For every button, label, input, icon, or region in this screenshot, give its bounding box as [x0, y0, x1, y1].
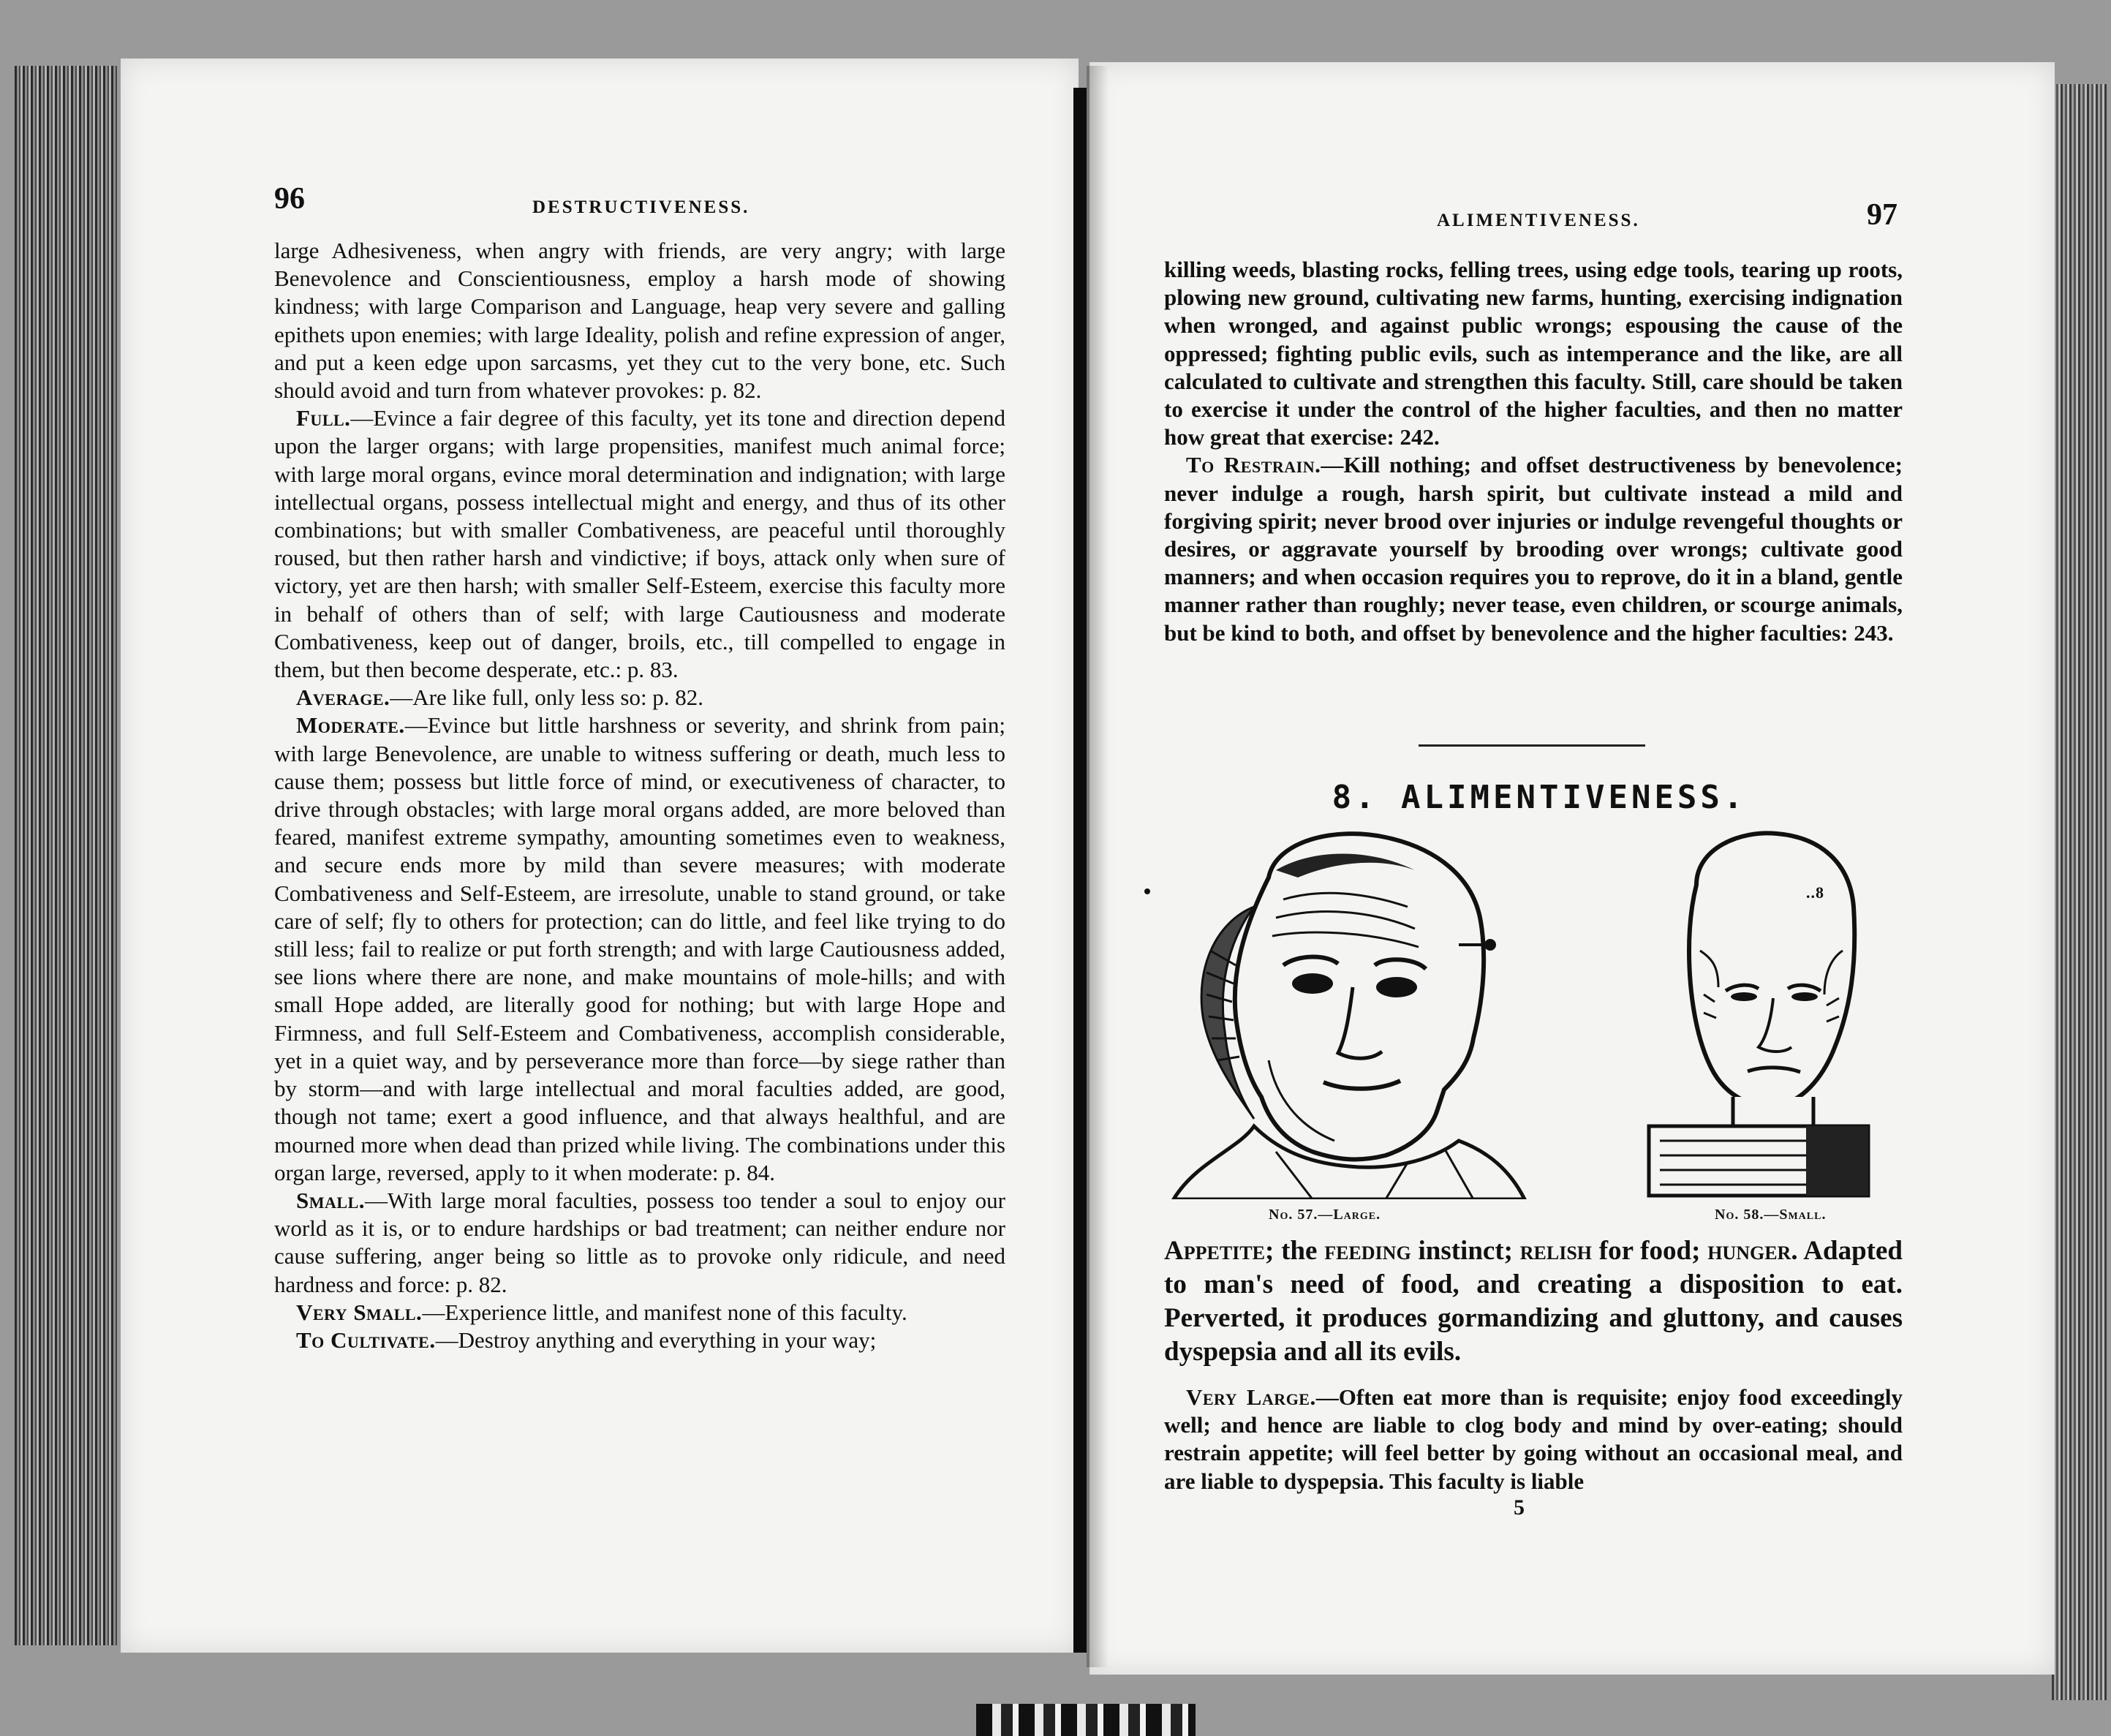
- definition-text: instinct;: [1411, 1236, 1520, 1266]
- paragraph-text: —With large moral faculties, possess too tender a soul to enjoy our world as it is, or to endure hardships or bad treatment; can neither endure nor cause suffering, anger being so little as to provoke only ridicule, and need hardness and force: p. 82.: [274, 1187, 1005, 1297]
- definition-term: Appetite: [1164, 1236, 1265, 1266]
- paragraph-text: large Adhesiveness, when angry with friends, are very angry; with large Benevolence and Conscientiousness, employ a harsh mode of showing kindness; with large Comparison and Language, heap very severe and galling epithets upon enemies; with large Ideality, polish and refine expression of anger, and put a keen edge upon sarcasms, yet they cut to the very bone, etc. Such should avoid and turn from whatever provokes: p. 82.: [274, 238, 1005, 404]
- paragraph-text: —Often eat more than is requisite; enjoy food exceedingly well; and hence are liable to clog body and mind by over-eating; should restrain appetite; will feel better by going without an occasional meal, and are liable to dyspepsia. This faculty is liable: [1164, 1384, 1903, 1494]
- paragraph-text: —Kill nothing; and offset destructiveness by benevolence; never indulge a rough, harsh spirit, but cultivate instead a mild and forgiving spirit; never brood over injuries or indulge revengeful thoughts or desires, or aggravate yourself by brooding over wrongs; cultivate good manners; and when occasion requires you to reprove, do it in a bland, gentle manner rather than roughly; never tease, even children, or scourge animals, but be kind to both, and offset by benevolence and the higher faculties: 243.: [1164, 452, 1903, 646]
- figure-large-head: [1166, 819, 1532, 1199]
- paragraph-lead: To Restrain.: [1186, 452, 1321, 478]
- definition-term: hunger: [1707, 1236, 1791, 1266]
- paragraph-lead: Full.: [296, 405, 351, 431]
- paragraph-lead: Average.: [296, 684, 390, 711]
- definition-text: for food;: [1592, 1236, 1708, 1266]
- alimentiveness-definition: [1164, 1234, 1903, 1369]
- right-page-number: 97: [1867, 198, 1897, 232]
- left-paragraph: [274, 1187, 1005, 1299]
- right-running-head: ALIMENTIVENESS.: [1437, 211, 1640, 230]
- section-title: 8. ALIMENTIVENESS.: [1332, 779, 1747, 816]
- paragraph-lead: Very Large.: [1186, 1384, 1316, 1410]
- spine-shadow: [1087, 66, 1109, 1667]
- left-paragraph: [274, 237, 1005, 404]
- paragraph-text: —Are like full, only less so: p. 82.: [390, 684, 704, 711]
- left-paragraph: [274, 1326, 1005, 1354]
- paragraph-text: —Evince a fair degree of this faculty, yet its tone and direction depend upon the larger organs; with large propensities, manifest much animal force; with large moral organs, evince moral determination and indignation; with large intellectual organs, possess intellectual might and energy, and thus of its other combinations; but with smaller Combativeness, are peaceful until thoroughly roused, but then rather harsh and vindictive; if boys, attack only when sure of victory, yet are then harsh; with smaller Self-Esteem, exercise this faculty more in behalf of others than of self; with large Cautiousness and moderate Combativeness, keep out of danger, broils, etc., till compelled to engage in them, but then become desperate, etc.: p. 83.: [274, 405, 1005, 683]
- left-paragraph: [274, 684, 1005, 712]
- left-paragraph: [274, 1299, 1005, 1326]
- paragraph-lead: To Cultivate.: [296, 1326, 436, 1353]
- left-paragraph: [274, 712, 1005, 1186]
- figure-58-caption: No. 58.—Small.: [1715, 1207, 1827, 1223]
- stray-mark: [1144, 888, 1150, 894]
- book-edge-right: [2052, 84, 2107, 1700]
- paragraph-lead: Moderate.: [296, 712, 405, 739]
- right-text-block: [1164, 256, 1903, 647]
- right-bottom-text-block: [1164, 1384, 1903, 1495]
- right-paragraph: [1164, 451, 1903, 646]
- left-running-head: DESTRUCTIVENESS.: [532, 197, 750, 217]
- definition-term: feeding: [1324, 1236, 1411, 1266]
- left-text-block: [274, 237, 1005, 1354]
- definition-text: ; the: [1264, 1236, 1325, 1266]
- figure-58-marker: ..8: [1806, 883, 1824, 902]
- paragraph-lead: Small.: [296, 1187, 365, 1213]
- book-spine: [1073, 88, 1087, 1653]
- book-edge-left: [15, 66, 117, 1645]
- left-paragraph: [274, 404, 1005, 684]
- binding-tab: [976, 1704, 1196, 1736]
- paragraph-text: —Evince but little harshness or severity, and shrink from pain; with large Benevolence, are unable to witness suffering or death, much less to cause them; possess but little force of mind, or executiveness of character, to drive through obstacles; with large moral organs added, are more beloved than feared, manifest extreme sympathy, amounting sometimes even to weakness, and secure ends more by mild than severe measures; with moderate Combativeness and Self-Esteem, are irresolute, unable to stand ground, or take care of self; fly to others for protection; can do little, and feel like trying to do still less; fail to realize or put forth strength; and with large Cautiousness added, see lions where there are none, and make mountains of mole-hills; and with small Hope added, are literally good for nothing; but with large Hope and Firmness, and full Self-Esteem and Combativeness, accomplish considerable, yet in a quiet way, and by perseverance more than force—by siege rather than by storm—and with large intellectual and moral faculties added, are good, though not tame; exert a good influence, and that always healthful, and are mourned more when dead than prized while living. The combinations under this organ large, reversed, apply to it when moderate: p. 84.: [274, 712, 1005, 1185]
- signature-mark: 5: [1514, 1495, 1525, 1520]
- definition-term: relish: [1519, 1236, 1593, 1266]
- figure-57-caption: No. 57.—Large.: [1269, 1207, 1381, 1223]
- paragraph-text: —Experience little, and manifest none of this faculty.: [422, 1299, 907, 1325]
- section-divider: [1419, 744, 1645, 747]
- right-paragraph: [1164, 1384, 1903, 1495]
- paragraph-text: killing weeds, blasting rocks, felling trees, using edge tools, tearing up roots, plowing new ground, cultivating new farms, hunting, exercising indignation when wronged, and against public wrongs; espousing the cause of the oppressed; fighting public evils, such as intemperance and the like, are all calculated to cultivate and strengthen this faculty. Still, care should be taken to exercise it under the control of the higher faculties, and then no matter how great that exercise: 242.: [1164, 257, 1903, 450]
- figure-small-head: [1609, 819, 1916, 1199]
- right-paragraph: [1164, 256, 1903, 451]
- paragraph-lead: Very Small.: [296, 1299, 423, 1325]
- left-page-number: 96: [274, 182, 305, 216]
- definition-text: . Adapted to man's need of food, and creating a disposition to eat. Perverted, it produces gormandizing and gluttony, and causes dyspepsia and all its evils.: [1164, 1236, 1903, 1367]
- paragraph-text: —Destroy anything and everything in your way;: [435, 1326, 877, 1353]
